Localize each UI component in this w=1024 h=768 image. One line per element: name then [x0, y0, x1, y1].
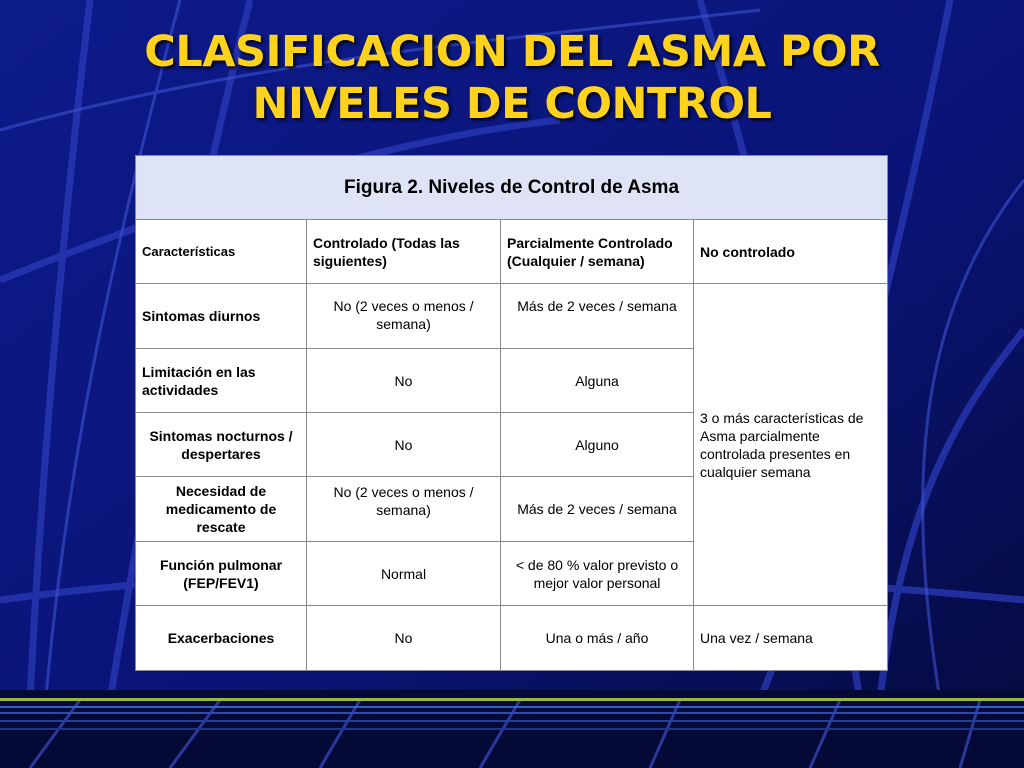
row-feature: Limitación en las actividades — [136, 349, 307, 413]
row-feature: Exacerbaciones — [136, 606, 307, 671]
header-parcialmente-controlado: Parcialmente Controlado (Cualquier / semana) — [501, 220, 694, 284]
slide-title-line-2: NIVELES DE CONTROL — [252, 79, 772, 129]
header-caracteristicas: Características — [136, 220, 307, 284]
table-row — [136, 606, 888, 671]
header-controlado: Controlado (Todas las siguientes) — [307, 220, 501, 284]
asthma-control-table — [135, 155, 888, 671]
row-feature: Sintomas diurnos — [136, 284, 307, 349]
row-controlled-value: No (2 veces o menos / semana) — [307, 477, 501, 542]
uncontrolled-merged-cell: 3 o más características de Asma parcialmente controlada presentes en cualquier semana — [694, 284, 888, 606]
row-uncontrolled-value: Una vez / semana — [694, 606, 888, 671]
header-no-controlado: No controlado — [694, 220, 888, 284]
row-controlled-value: No (2 veces o menos / semana) — [307, 284, 501, 349]
row-feature: Necesidad de medicamento de rescate — [136, 477, 307, 542]
row-partial-value: Más de 2 veces / semana — [501, 477, 694, 542]
row-controlled-value: No — [307, 413, 501, 477]
table-caption: Figura 2. Niveles de Control de Asma — [136, 156, 888, 220]
row-partial-value: Una o más / año — [501, 606, 694, 671]
row-partial-value: Más de 2 veces / semana — [501, 284, 694, 349]
row-controlled-value: Normal — [307, 542, 501, 606]
table-row — [136, 284, 888, 349]
slide-title — [0, 26, 1024, 130]
row-controlled-value: No — [307, 349, 501, 413]
row-partial-value: < de 80 % valor previsto o mejor valor personal — [501, 542, 694, 606]
row-partial-value: Alguna — [501, 349, 694, 413]
row-feature: Sintomas nocturnos / despertares — [136, 413, 307, 477]
row-feature: Función pulmonar (FEP/FEV1) — [136, 542, 307, 606]
row-controlled-value: No — [307, 606, 501, 671]
row-partial-value: Alguno — [501, 413, 694, 477]
slide-title-line-1: CLASIFICACION DEL ASMA POR — [144, 27, 880, 77]
